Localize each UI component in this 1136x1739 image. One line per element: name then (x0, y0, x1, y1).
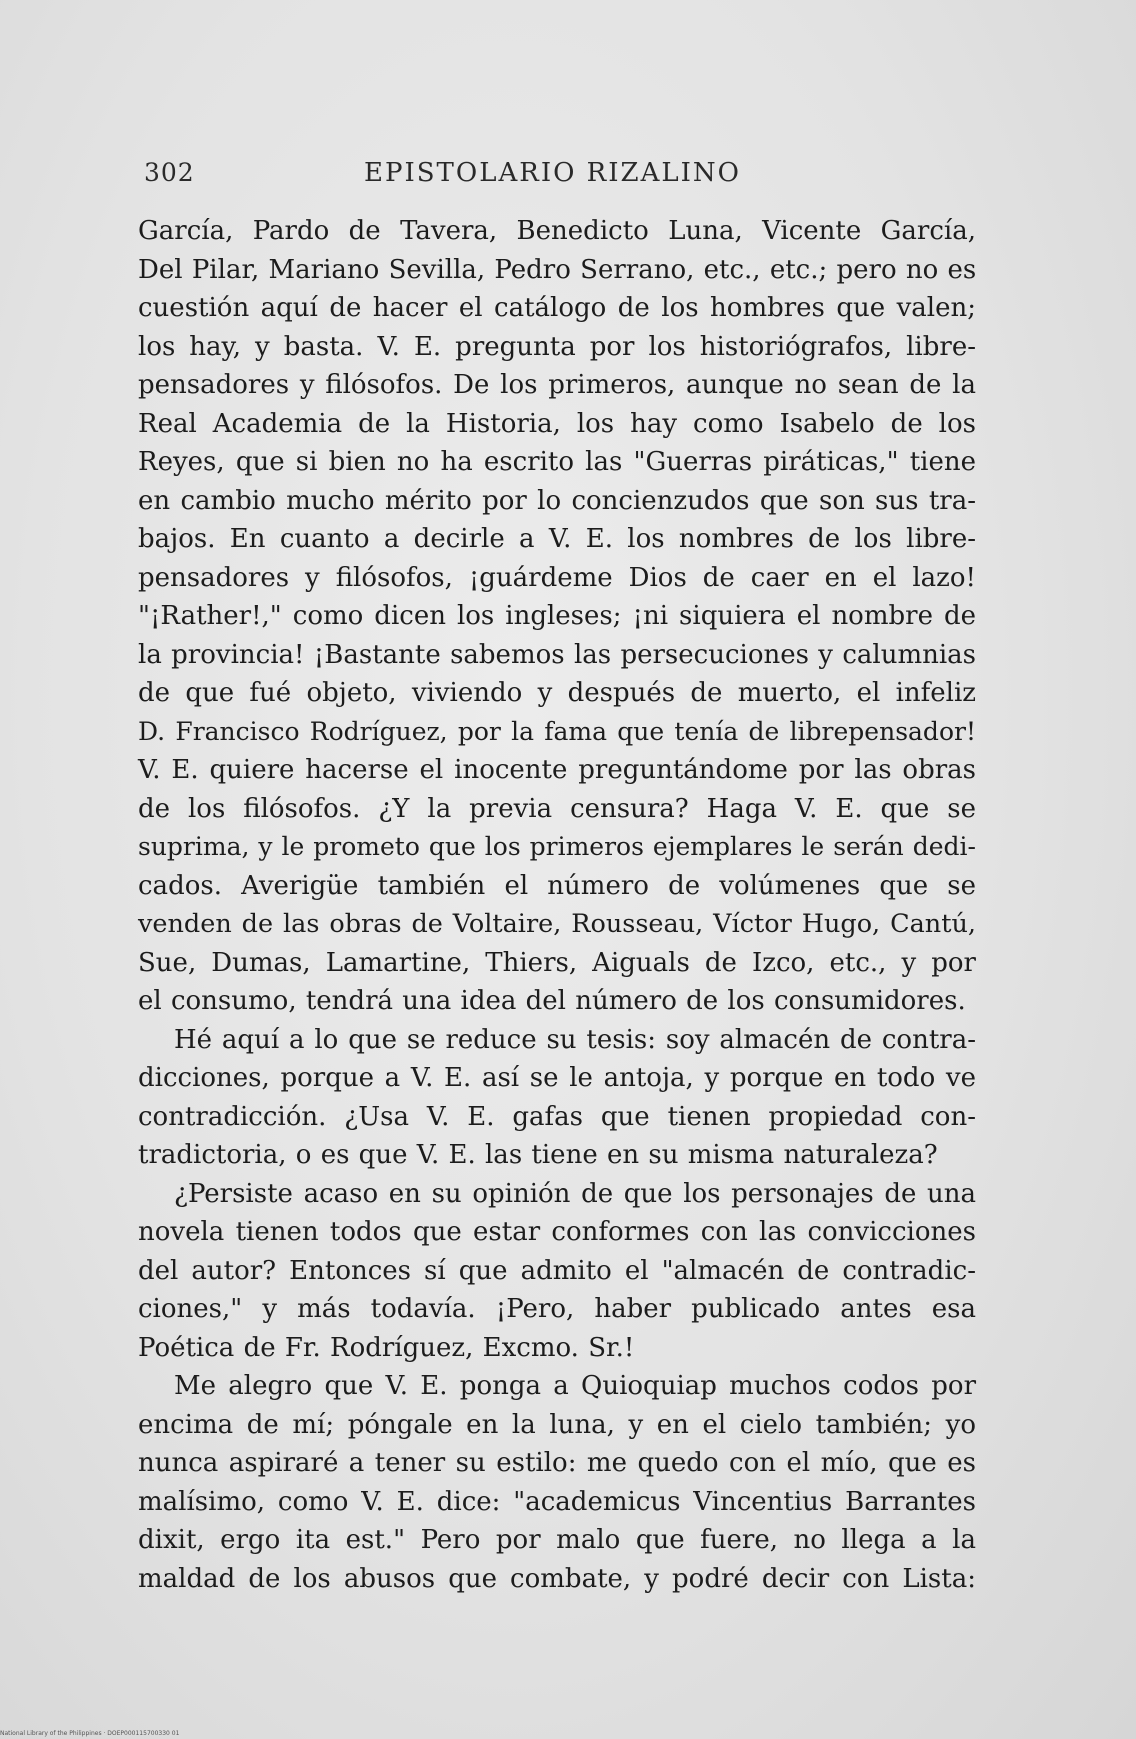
text-line: dixit, ergo ita est." Pero por malo que fuere, no llega a la (138, 1525, 976, 1555)
text-line: cuestión aquí de hacer el catálogo de los hombres que valen; (138, 293, 976, 323)
text-line: bajos. En cuanto a decirle a V. E. los nombres de los libre- (138, 524, 976, 554)
text-line: del autor? Entonces sí que admito el "almacén de contradic- (138, 1255, 976, 1286)
text-line: encima de mí; póngale en la luna, y en el cielo también; yo (138, 1409, 976, 1440)
text-line: Me alegro que V. E. ponga a Quioquiap muchos codos por (174, 1371, 976, 1401)
text-line: cados. Averigüe también el número de volúmenes que se (138, 870, 976, 901)
scan-credit: National Library of the Philippines · DOEP000115700330 01 (0, 1730, 180, 1737)
text-line: "¡Rather!," como dicen los ingleses; ¡ni siquiera el nombre de (138, 601, 976, 631)
text-line: Hé aquí a lo que se reduce su tesis: soy almacén de contra- (174, 1024, 976, 1055)
text-line: Poética de Fr. Rodríguez, Excmo. Sr.! (138, 1332, 635, 1363)
text-line: pensadores y filósofos. De los primeros, aunque no sean de la (138, 370, 976, 400)
running-head (144, 158, 992, 198)
text-line: nunca aspiraré a tener su estilo: me quedo con el mío, que es (138, 1448, 976, 1478)
body-text (138, 212, 976, 1598)
text-line: pensadores y filósofos, ¡guárdeme Dios de caer en el lazo! (138, 562, 976, 593)
page-number: 302 (144, 158, 195, 187)
text-line: dicciones, porque a V. E. así se le antoja, y porque en todo ve (138, 1063, 976, 1093)
text-line: maldad de los abusos que combate, y podré decir con Lista: (138, 1563, 976, 1594)
text-line: Reyes, que si bien no ha escrito las "Guerras piráticas," tiene (138, 447, 976, 477)
text-line: V. E. quiere hacerse el inocente preguntándome por las obras (138, 755, 976, 785)
text-line: Del Pilar, Mariano Sevilla, Pedro Serrano, etc., etc.; pero no es (138, 254, 977, 285)
text-line: García, Pardo de Tavera, Benedicto Luna, Vicente García, (138, 216, 976, 246)
text-line: en cambio mucho mérito por lo concienzudos que son sus tra- (138, 485, 976, 516)
text-line: suprima, y le prometo que los primeros ejemplares le serán dedi- (138, 832, 976, 861)
text-line: los hay, y basta. V. E. pregunta por los historiógrafos, libre- (138, 331, 976, 362)
text-line: tradictoria, o es que V. E. las tiene en su misma naturaleza? (138, 1140, 938, 1170)
text-line: venden de las obras de Voltaire, Rousseau, Víctor Hugo, Cantú, (138, 909, 976, 939)
text-line: de los filósofos. ¿Y la previa censura? Haga V. E. que se (138, 793, 976, 824)
text-line: malísimo, como V. E. dice: "academicus Vincentius Barrantes (138, 1486, 976, 1517)
text-line: el consumo, tendrá una idea del número de los consumidores. (138, 986, 966, 1016)
text-line: ¿Persiste acaso en su opinión de que los personajes de una (174, 1178, 976, 1209)
text-line: D. Francisco Rodríguez, por la fama que tenía de librepensador! (138, 716, 976, 746)
text-line: contradicción. ¿Usa V. E. gafas que tienen propiedad con- (138, 1101, 976, 1132)
text-line: la provincia! ¡Bastante sabemos las persecuciones y calumnias (138, 639, 976, 670)
text-line: ciones," y más todavía. ¡Pero, haber publicado antes esa (138, 1294, 976, 1324)
text-line: novela tienen todos que estar conformes con las convicciones (138, 1217, 976, 1247)
text-line: Real Academia de la Historia, los hay como Isabelo de los (138, 408, 976, 439)
running-title: EPISTOLARIO RIZALINO (364, 158, 741, 188)
text-line: Sue, Dumas, Lamartine, Thiers, Aiguals de Izco, etc., y por (138, 947, 976, 978)
text-line: de que fué objeto, viviendo y después de muerto, el infeliz (138, 678, 976, 708)
